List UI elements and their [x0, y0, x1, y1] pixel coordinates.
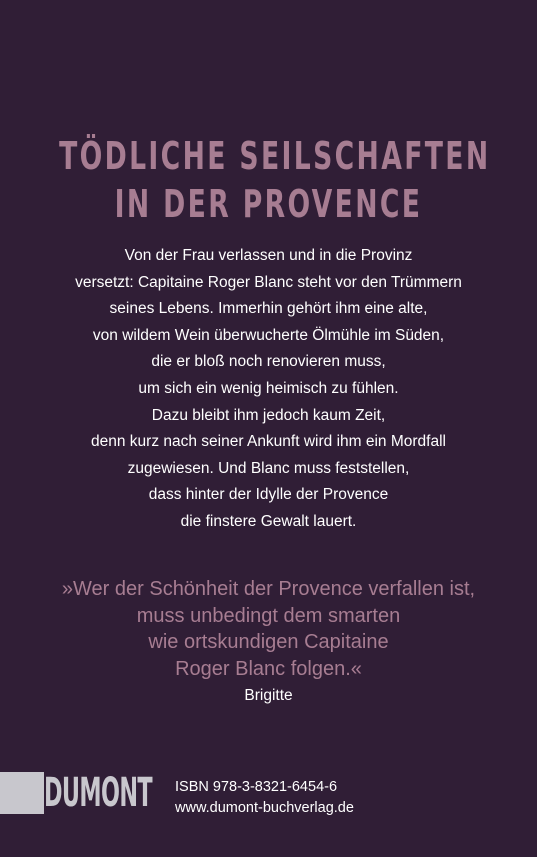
quote-line: muss unbedingt dem smarten	[136, 604, 401, 627]
quote-line: »Wer der Schönheit der Provence verfallen ist,	[61, 578, 476, 600]
imprint	[175, 777, 354, 819]
quote-source: Brigitte	[244, 687, 293, 704]
blurb-line: dass hinter der Idylle der Provence	[148, 486, 389, 504]
quote-line: Roger Blanc folgen.«	[175, 657, 362, 680]
publisher-logo-bar	[0, 772, 44, 814]
headline	[59, 132, 491, 228]
blurb-line: die er bloß noch renovieren muss,	[151, 353, 386, 371]
blurb-line: seines Lebens. Immerhin gehört ihm eine alte,	[109, 300, 428, 318]
isbn: ISBN 978-3-8321-6454-6	[175, 779, 338, 795]
blurb-line: die finstere Gewalt lauert.	[180, 512, 357, 530]
publisher-website: www.dumont-buchverlag.de	[175, 800, 354, 816]
blurb-line: zugewiesen. Und Blanc muss feststellen,	[127, 459, 410, 477]
blurb-line: denn kurz nach seiner Ankunft wird ihm ein Mordfall	[91, 433, 446, 451]
headline-line-1: TÖDLICHE SEILSCHAFTEN	[59, 134, 491, 178]
blurb-text	[0, 243, 537, 536]
publisher-logo: DUMONT	[44, 770, 152, 816]
press-quote	[0, 576, 537, 682]
blurb-line: um sich ein wenig heimisch zu fühlen.	[138, 379, 399, 397]
headline-line-2: IN DER PROVENCE	[114, 182, 423, 226]
quote-line: wie ortskundigen Capitaine	[148, 631, 389, 653]
blurb-line: Von der Frau verlassen und in die Provinz	[124, 247, 413, 264]
blurb-line: von wildem Wein überwucherte Ölmühle im Süden,	[92, 326, 445, 344]
blurb-line: Dazu bleibt ihm jedoch kaum Zeit,	[151, 406, 386, 424]
blurb-line: versetzt: Capitaine Roger Blanc steht vor den Trümmern	[75, 273, 462, 291]
